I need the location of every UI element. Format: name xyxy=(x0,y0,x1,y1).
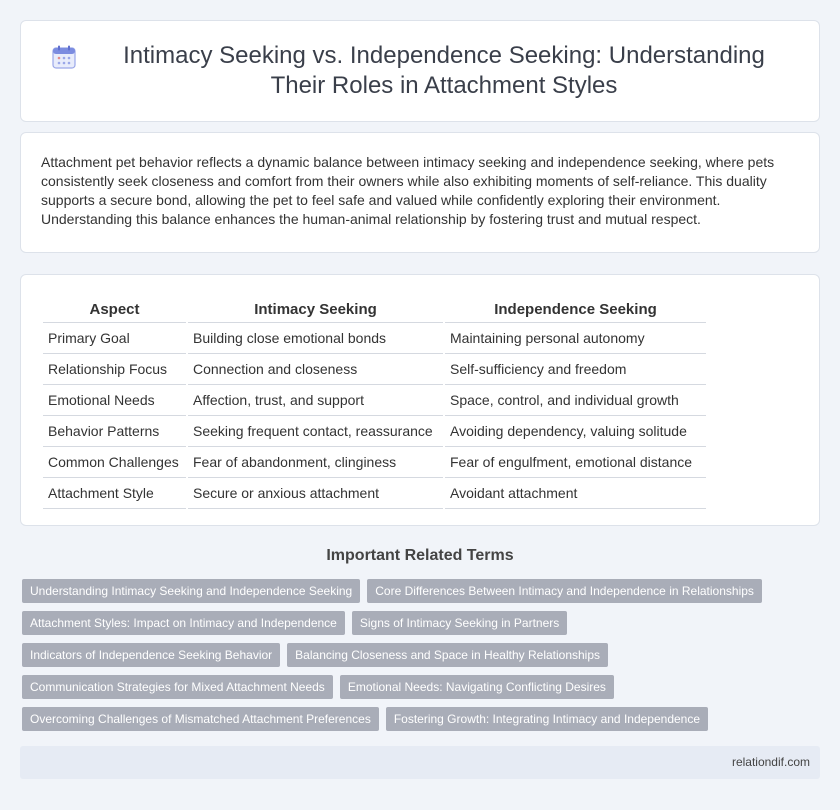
related-term-tag[interactable]: Signs of Intimacy Seeking in Partners xyxy=(352,611,567,635)
related-terms-list xyxy=(22,579,822,739)
table-row xyxy=(43,416,706,447)
page-title: Intimacy Seeking vs. Independence Seeking: Understanding Their Roles in Attachment Styles xyxy=(123,42,765,99)
related-term-tag[interactable]: Communication Strategies for Mixed Attachment Needs xyxy=(22,675,333,699)
table-row xyxy=(43,478,706,509)
calendar-icon xyxy=(51,44,77,70)
related-term-tag[interactable]: Understanding Intimacy Seeking and Independence Seeking xyxy=(22,579,360,603)
table-cell: Affection, trust, and support xyxy=(188,385,443,416)
related-term-tag[interactable]: Emotional Needs: Navigating Conflicting Desires xyxy=(340,675,614,699)
table-cell: Behavior Patterns xyxy=(43,416,186,447)
footer xyxy=(20,746,820,779)
table-cell: Primary Goal xyxy=(43,323,186,354)
table-header-row xyxy=(43,297,706,323)
related-term-tag[interactable]: Fostering Growth: Integrating Intimacy and Independence xyxy=(386,707,708,731)
table-cell: Common Challenges xyxy=(43,447,186,478)
header-card xyxy=(20,20,820,122)
table-cell: Avoidant attachment xyxy=(445,478,706,509)
table-cell: Seeking frequent contact, reassurance xyxy=(188,416,443,447)
comparison-table xyxy=(41,297,708,509)
column-header-intimacy: Intimacy Seeking xyxy=(188,297,443,323)
related-term-tag[interactable]: Indicators of Independence Seeking Behavior xyxy=(22,643,280,667)
table-cell: Attachment Style xyxy=(43,478,186,509)
table-cell: Self-sufficiency and freedom xyxy=(445,354,706,385)
table-cell: Space, control, and individual growth xyxy=(445,385,706,416)
intro-card xyxy=(20,132,820,253)
related-term-tag[interactable]: Balancing Closeness and Space in Healthy Relationships xyxy=(287,643,608,667)
table-cell: Emotional Needs xyxy=(43,385,186,416)
table-row xyxy=(43,385,706,416)
footer-site-link[interactable]: relationdif.com xyxy=(731,755,810,769)
related-term-tag[interactable]: Attachment Styles: Impact on Intimacy and Independence xyxy=(22,611,345,635)
column-header-independence: Independence Seeking xyxy=(445,297,706,323)
table-cell: Connection and closeness xyxy=(188,354,443,385)
table-cell: Secure or anxious attachment xyxy=(188,478,443,509)
related-terms-heading: Important Related Terms xyxy=(326,547,514,564)
related-term-tag[interactable]: Overcoming Challenges of Mismatched Attachment Preferences xyxy=(22,707,379,731)
table-cell: Fear of abandonment, clinginess xyxy=(188,447,443,478)
comparison-table-card xyxy=(20,274,820,526)
table-row xyxy=(43,354,706,385)
table-cell: Relationship Focus xyxy=(43,354,186,385)
column-header-aspect: Aspect xyxy=(43,297,186,323)
table-cell: Avoiding dependency, valuing solitude xyxy=(445,416,706,447)
table-cell: Building close emotional bonds xyxy=(188,323,443,354)
table-row xyxy=(43,447,706,478)
related-term-tag[interactable]: Core Differences Between Intimacy and Independence in Relationships xyxy=(367,579,762,603)
intro-paragraph: Attachment pet behavior reflects a dynamic balance between intimacy seeking and independence seeking, where pets consistently seek closeness and comfort from their owners while also exhibiting moments of self-reliance. This duality supports a secure bond, allowing the pet to feel safe and valued while confidently exploring their environment. Understanding this balance enhances the human-animal relationship by fostering trust and mutual respect. xyxy=(41,154,775,227)
table-cell: Fear of engulfment, emotional distance xyxy=(445,447,706,478)
table-row xyxy=(43,323,706,354)
table-cell: Maintaining personal autonomy xyxy=(445,323,706,354)
